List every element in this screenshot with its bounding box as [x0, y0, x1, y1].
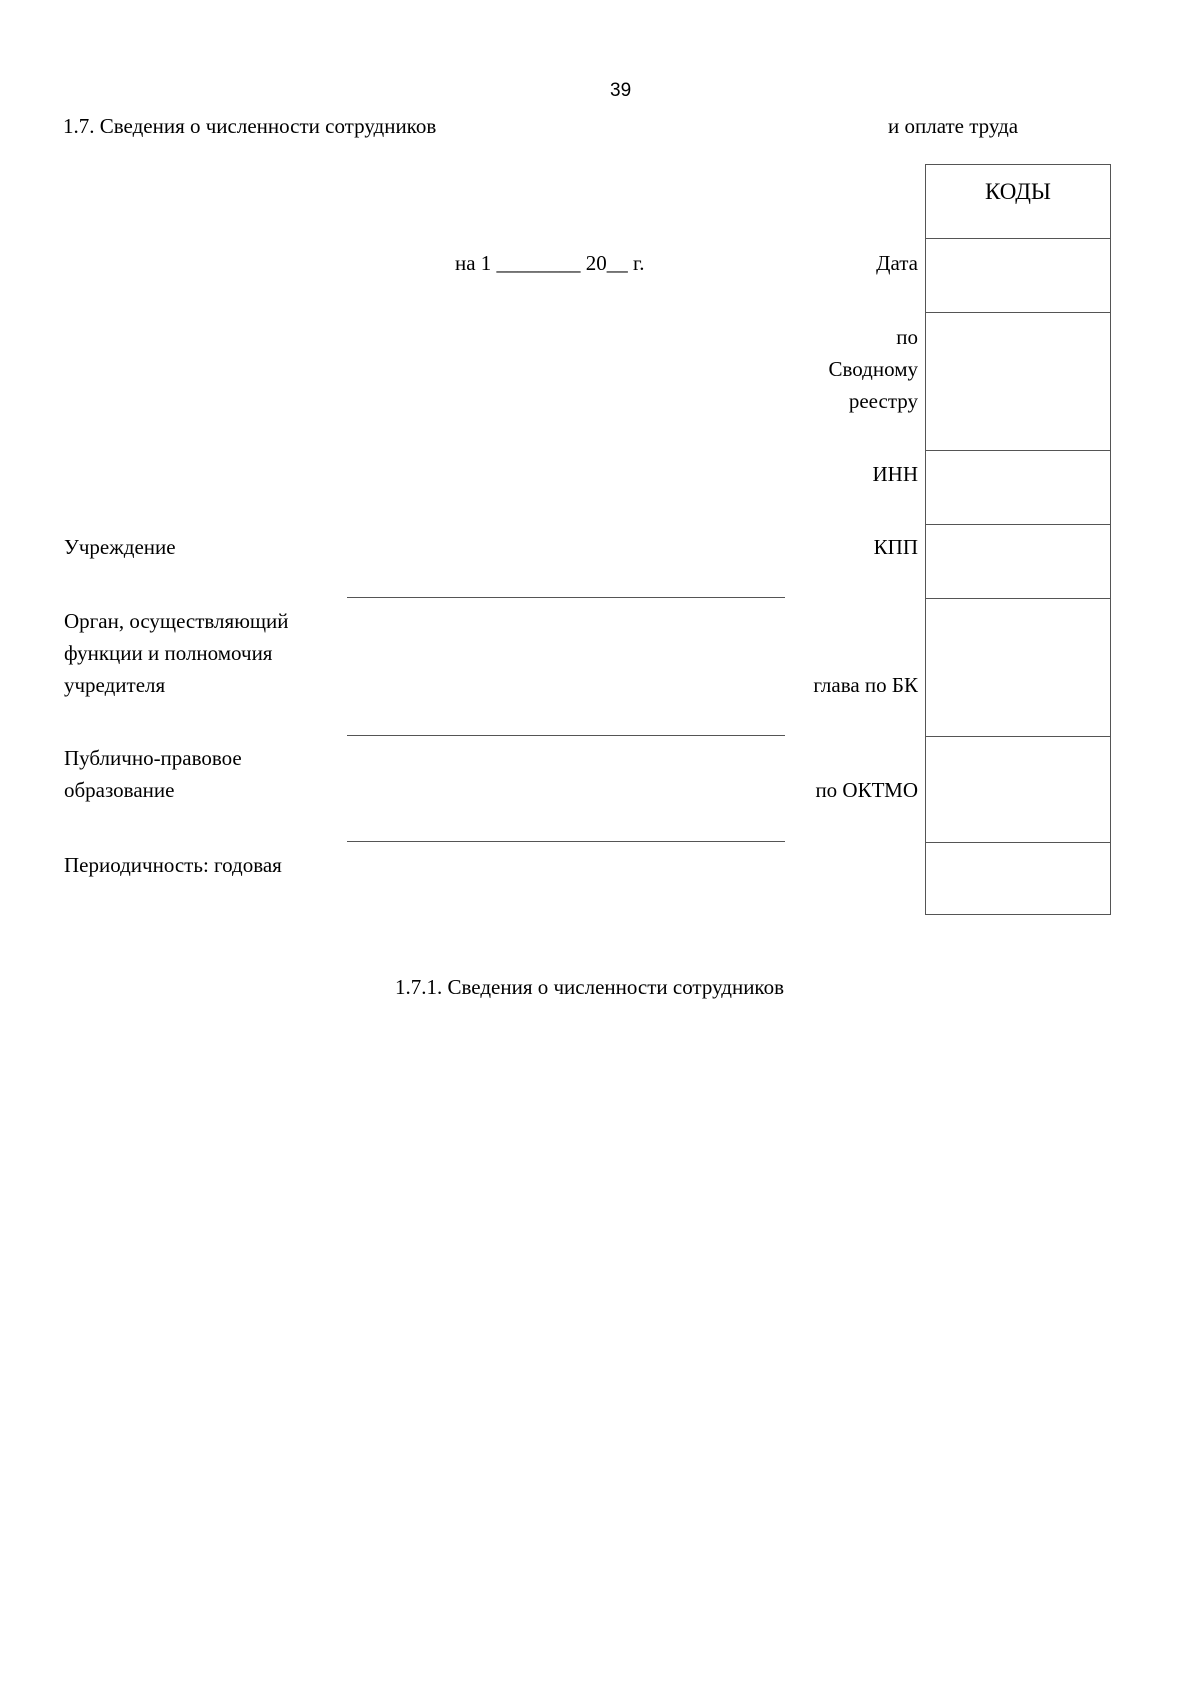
- registry-label-line-1: по: [896, 325, 918, 349]
- institution-label: Учреждение: [64, 535, 176, 559]
- periodicity-code-cell[interactable]: [926, 843, 1111, 915]
- subsection-title: 1.7.1. Сведения о численности сотрудников: [395, 975, 784, 999]
- registry-label-line-3: реестру: [848, 389, 918, 413]
- codes-table: [925, 164, 1111, 915]
- kpp-label: КПП: [873, 535, 918, 559]
- founder-label-line-3: учредителя: [64, 673, 166, 697]
- registry-code-cell[interactable]: [926, 313, 1111, 451]
- periodicity-label: Периодичность: годовая: [64, 853, 282, 877]
- report-date-line: на 1 ________ 20__ г.: [455, 251, 645, 275]
- founder-label-line-1: Орган, осуществляющий: [64, 609, 289, 633]
- public-entity-label-line-2: образование: [64, 778, 175, 802]
- oktmo-label: по ОКТМО: [815, 778, 918, 802]
- founder-label-line-2: функции и полномочия: [64, 641, 273, 665]
- page-number: 39: [610, 80, 632, 101]
- chapter-bk-label: глава по БК: [813, 673, 918, 697]
- codes-header: КОДЫ: [985, 179, 1051, 204]
- oktmo-code-cell[interactable]: [926, 737, 1111, 843]
- inn-code-cell[interactable]: [926, 451, 1111, 525]
- kpp-code-cell[interactable]: [926, 525, 1111, 599]
- section-title: 1.7. Сведения о численности сотрудников: [63, 114, 437, 138]
- chapter-bk-code-cell[interactable]: [926, 599, 1111, 737]
- inn-label: ИНН: [872, 462, 918, 486]
- registry-label-line-2: Сводному: [828, 357, 918, 381]
- founder-underline: [347, 735, 785, 736]
- section-title-continuation: и оплате труда: [888, 114, 1019, 138]
- date-code-cell[interactable]: [926, 239, 1111, 313]
- date-label: Дата: [876, 251, 918, 275]
- public-entity-underline: [347, 841, 785, 842]
- codes-header-cell: [926, 165, 1111, 239]
- institution-underline: [347, 597, 785, 598]
- public-entity-label-line-1: Публично-правовое: [64, 746, 242, 770]
